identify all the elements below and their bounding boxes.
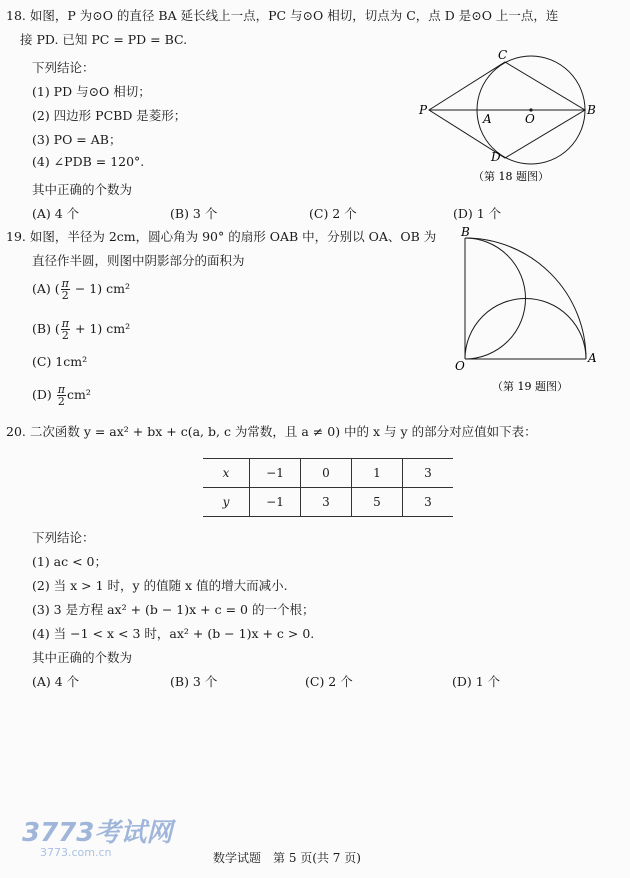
q20-conclusion-2: (2) 当 x > 1 时，y 的值随 x 值的增大而减小. [32,578,288,593]
label-p: P [419,103,428,117]
q19-figure-caption: （第 19 题图） [492,380,568,393]
q18-conclusion-1: (1) PD 与⊙O 相切； [32,84,151,99]
page-footer: 数学试题 第 5 页(共 7 页) [213,851,361,865]
watermark-url: 3773.com.cn [40,846,112,859]
label-a: A [483,112,492,126]
q18-conclusion-4: (4) ∠PDB = 120°. [32,154,145,169]
label-b: B [587,103,596,117]
q18-option-a: (A) 4 个 [32,206,80,221]
q19-option-a: (A) ( $\frac{\pi}{2}$ − 1) cm² [32,277,130,302]
q19-figure [452,226,612,398]
q20-option-b: (B) 3 个 [170,674,218,689]
table-cell: 3 [403,459,454,488]
q18-figure [415,48,610,186]
label-b: B [461,226,470,239]
table-cell: 3 [301,488,352,517]
table-header-x: x [203,459,250,488]
label-a: A [588,351,597,365]
table-header-y: y [203,488,250,517]
table-cell: −1 [250,488,301,517]
label-c: C [498,48,508,62]
table-row-x [203,459,453,488]
table-cell: 1 [352,459,403,488]
q18-conclusions-title: 下列结论： [32,60,95,75]
q20-conclusion-4: (4) 当 −1 < x < 3 时，ax² + (b − 1)x + c > 0. [32,626,315,641]
q19-option-d: (D) $\frac{\pi}{2}$ cm² [32,383,91,408]
q20-conclusion-3: (3) 3 是方程 ax² + (b − 1)x + c = 0 的一个根； [32,602,315,617]
q20-option-d: (D) 1 个 [452,674,501,689]
q19-stem-line2: 直径作半圆，则图中阴影部分的面积为 [32,253,245,268]
q20-conclusions-title: 下列结论： [32,530,95,545]
q20-option-c: (C) 2 个 [305,674,353,689]
label-o: O [455,359,465,373]
q18-option-b: (B) 3 个 [170,206,218,221]
q18-conclusion-3: (3) PO = AB； [32,132,122,147]
table-cell: 0 [301,459,352,488]
table-cell: −1 [250,459,301,488]
q20-conclusion-1: (1) ac < 0； [32,554,108,569]
q18-figure-caption: （第 18 题图） [473,170,549,183]
q18-stem-line1: 18. 如图，P 为⊙O 的直径 BA 延长线上一点，PC 与⊙O 相切，切点为 C，点 D 是⊙O 上一点，连 [6,8,559,23]
q18-option-c: (C) 2 个 [309,206,357,221]
value-table [203,458,453,517]
q19-stem-line1: 19. 如图，半径为 2cm，圆心角为 90° 的扇形 OAB 中，分别以 OA、OB 为 [6,229,437,244]
table-cell: 3 [403,488,454,517]
label-o: O [525,112,535,126]
q19-option-c: (C) 1cm² [32,354,88,369]
q18-option-d: (D) 1 个 [453,206,502,221]
q18-conclusion-2: (2) 四边形 PCBD 是菱形； [32,108,187,123]
q18-stem-line2: 接 PD. 已知 PC = PD = BC. [20,32,188,47]
q20-option-a: (A) 4 个 [32,674,80,689]
q20-stem-line1: 20. 二次函数 y = ax² + bx + c(a, b, c 为常数，且 a ≠ 0) 中的 x 与 y 的部分对应值如下表： [6,424,537,439]
table-cell: 5 [352,488,403,517]
q19-option-b: (B) ( $\frac{\pi}{2}$ + 1) cm² [32,317,131,342]
label-d: D [491,150,501,164]
q18-ask: 其中正确的个数为 [32,182,133,197]
watermark-logo: 3773考试网 [22,818,173,848]
q20-ask: 其中正确的个数为 [32,650,133,665]
table-row-y [203,488,453,517]
